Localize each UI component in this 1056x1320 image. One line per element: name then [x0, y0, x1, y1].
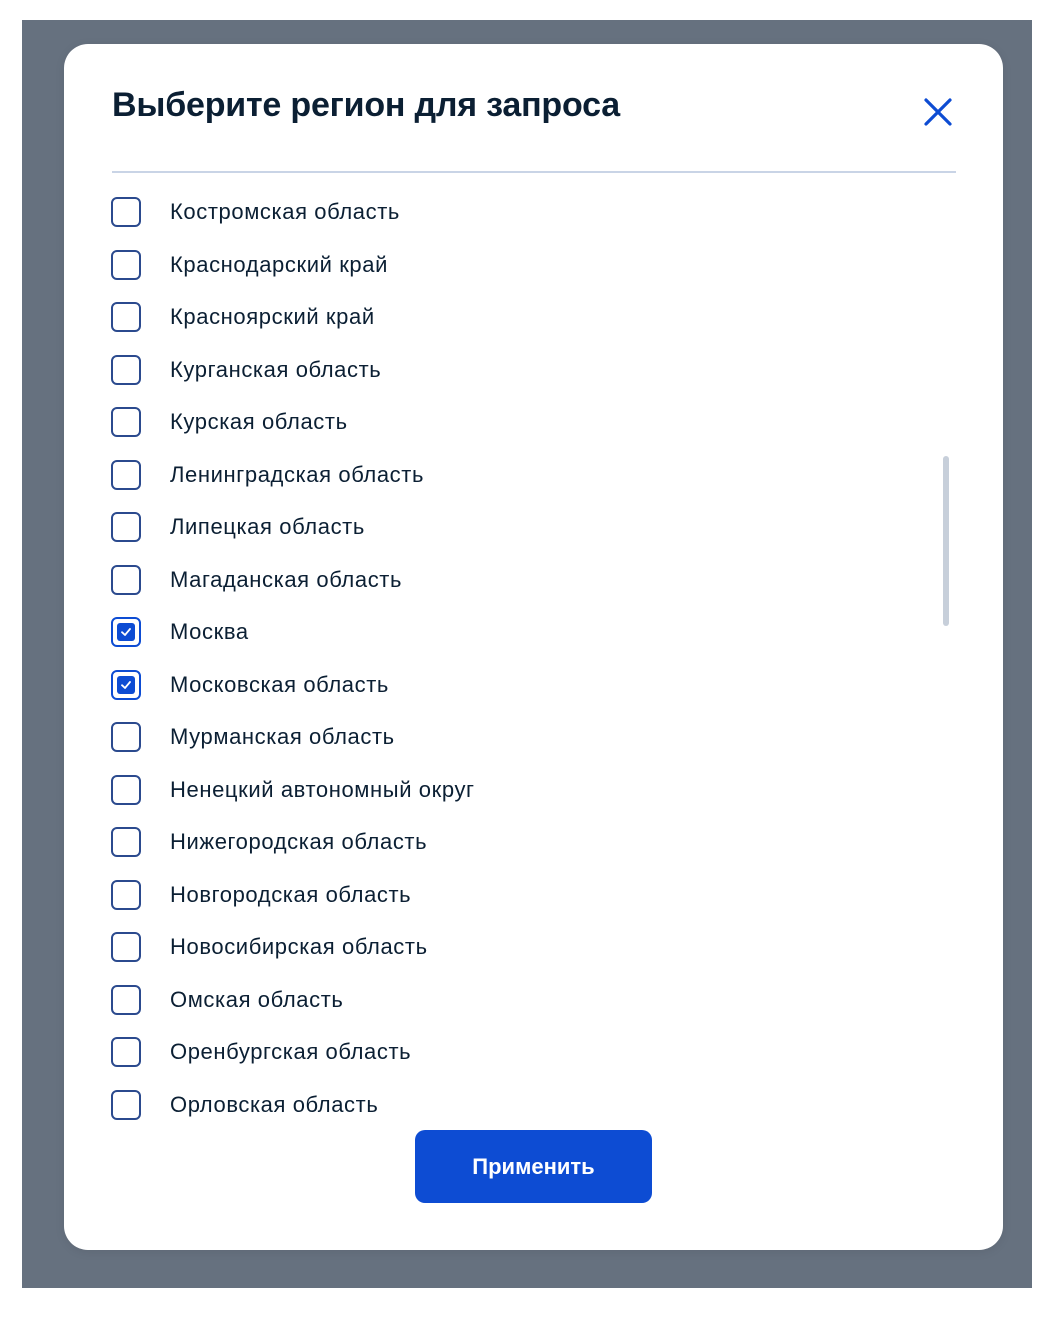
region-option[interactable] — [110, 711, 475, 764]
checkbox-unchecked[interactable] — [111, 460, 141, 490]
region-option-label: Мурманская область — [170, 724, 395, 750]
scrollbar-thumb[interactable] — [943, 456, 949, 626]
scrollbar[interactable] — [940, 452, 950, 628]
checkbox-checked[interactable] — [111, 617, 141, 647]
checkbox-checked[interactable] — [111, 670, 141, 700]
region-option[interactable] — [110, 764, 475, 817]
region-option[interactable] — [110, 291, 475, 344]
checkbox-unchecked[interactable] — [111, 1090, 141, 1120]
checkmark-icon — [117, 623, 135, 641]
checkbox-unchecked[interactable] — [111, 932, 141, 962]
region-option-label: Красноярский край — [170, 304, 375, 330]
checkbox-unchecked[interactable] — [111, 302, 141, 332]
region-option[interactable] — [110, 816, 475, 869]
checkbox-unchecked[interactable] — [111, 355, 141, 385]
region-option-label: Липецкая область — [170, 514, 365, 540]
region-option[interactable] — [110, 344, 475, 397]
close-button[interactable] — [920, 94, 956, 130]
checkmark-icon — [117, 676, 135, 694]
region-option[interactable] — [110, 974, 475, 1027]
region-option[interactable] — [110, 921, 475, 974]
apply-button[interactable]: Применить — [415, 1130, 652, 1203]
region-option-label: Курская область — [170, 409, 348, 435]
checkbox-unchecked[interactable] — [111, 250, 141, 280]
region-option-label: Московская область — [170, 671, 389, 697]
checkbox-unchecked[interactable] — [111, 722, 141, 752]
region-option[interactable] — [110, 501, 475, 554]
region-option[interactable] — [110, 554, 475, 607]
region-option[interactable] — [110, 606, 475, 659]
checkbox-unchecked[interactable] — [111, 565, 141, 595]
close-icon — [920, 94, 956, 130]
region-option-label: Новосибирская область — [170, 934, 428, 960]
checkbox-unchecked[interactable] — [111, 827, 141, 857]
region-option-label: Магаданская область — [170, 566, 403, 592]
region-option[interactable] — [110, 239, 475, 292]
region-option[interactable] — [110, 659, 475, 712]
region-option[interactable] — [110, 1079, 475, 1132]
region-option[interactable] — [110, 396, 475, 449]
checkbox-unchecked[interactable] — [111, 775, 141, 805]
checkbox-unchecked[interactable] — [111, 407, 141, 437]
region-option-label: Курганская область — [170, 356, 382, 382]
region-option-label: Орловская область — [170, 1091, 379, 1117]
region-option-label: Нижегородская область — [170, 829, 428, 855]
region-list — [110, 186, 475, 1131]
checkbox-unchecked[interactable] — [111, 197, 141, 227]
region-option[interactable] — [110, 449, 475, 502]
region-option-label: Костромская область — [170, 199, 400, 225]
region-option-label: Ленинградская область — [170, 461, 425, 487]
region-list-scroll-area[interactable] — [110, 196, 910, 1117]
region-select-dialog — [64, 44, 1003, 1250]
region-option[interactable] — [110, 1026, 475, 1079]
header-divider — [112, 171, 956, 173]
region-option-label: Краснодарский край — [170, 251, 388, 277]
region-option[interactable] — [110, 869, 475, 922]
region-option-label: Ненецкий автономный округ — [170, 776, 475, 802]
region-option-label: Оренбургская область — [170, 1039, 412, 1065]
dialog-title: Выберите регион для запроса — [112, 86, 620, 124]
checkbox-unchecked[interactable] — [111, 880, 141, 910]
region-option-label: Омская область — [170, 986, 344, 1012]
checkbox-unchecked[interactable] — [111, 985, 141, 1015]
checkbox-unchecked[interactable] — [111, 1037, 141, 1067]
region-option[interactable] — [110, 186, 475, 239]
checkbox-unchecked[interactable] — [111, 512, 141, 542]
region-option-label: Новгородская область — [170, 881, 412, 907]
region-option-label: Москва — [170, 619, 249, 645]
